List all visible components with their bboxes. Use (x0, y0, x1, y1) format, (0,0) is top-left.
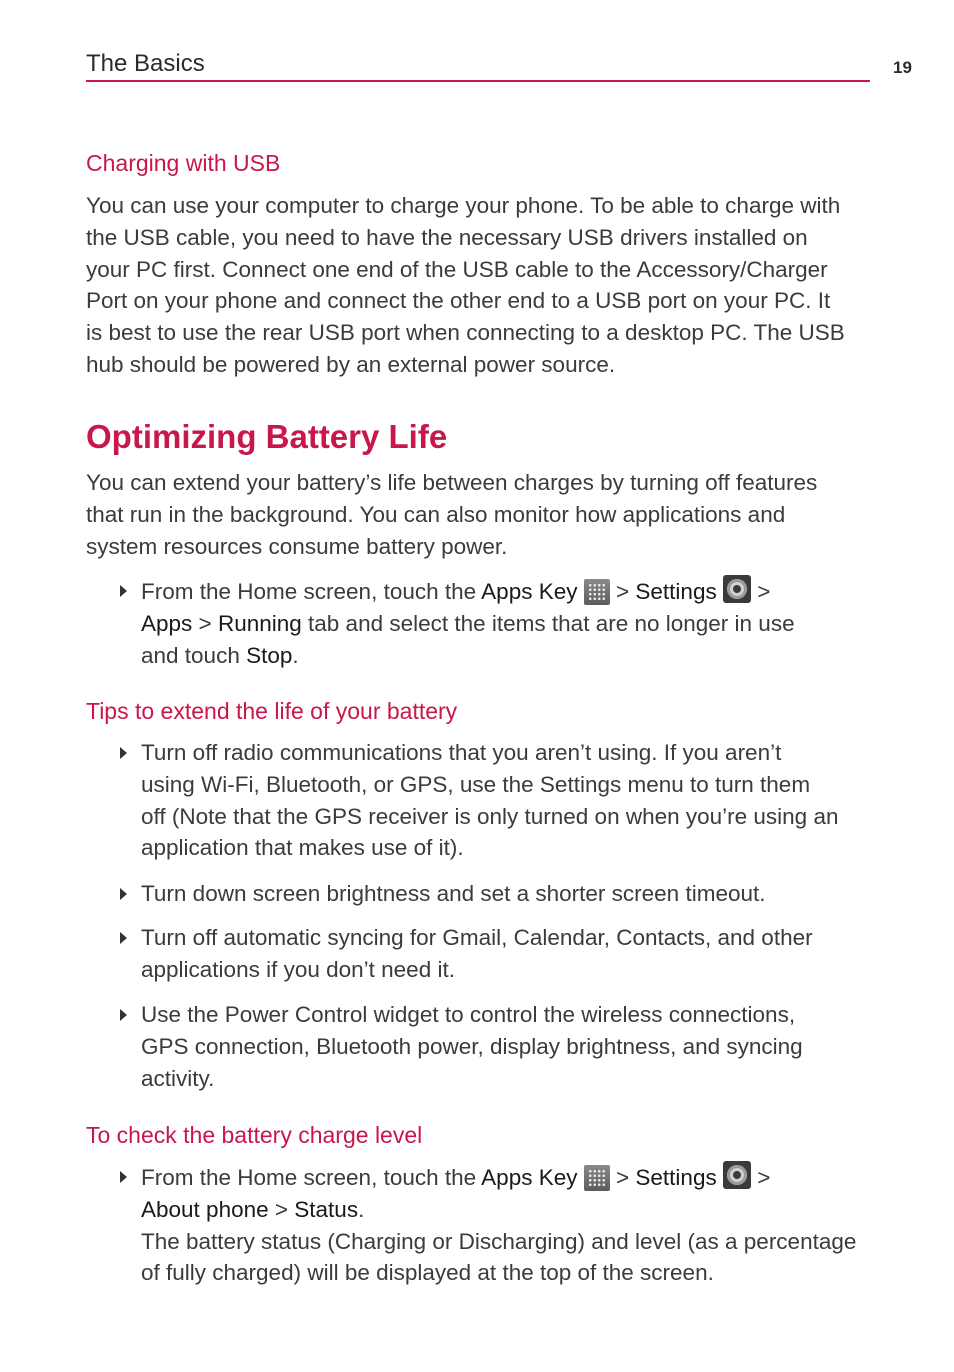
text-line: activity. (141, 1065, 215, 1091)
apps-key-label: Apps Key (481, 1165, 578, 1190)
bullet-arrow-icon (120, 888, 127, 900)
check-level-heading: To check the battery charge level (86, 1122, 423, 1148)
text-line: Port on your phone and connect the other end to a USB port on your PC. It (86, 288, 831, 314)
tips-heading: Tips to extend the life of your battery (86, 698, 458, 724)
separator: > (609, 1165, 636, 1190)
bullet-arrow-icon (120, 585, 127, 597)
text-line: of fully charged) will be displayed at the top of the screen. (141, 1260, 714, 1286)
text-line: using Wi-Fi, Bluetooth, or GPS, use the Settings menu to turn them (141, 771, 811, 797)
header-divider (86, 80, 870, 82)
settings-label: Settings (635, 1165, 717, 1190)
text-line: application that makes use of it). (141, 835, 464, 861)
text-line: Turn off automatic syncing for Gmail, Calendar, Contacts, and other (141, 925, 813, 950)
charging-usb-heading: Charging with USB (86, 150, 281, 176)
about-phone-label: About phone (141, 1196, 269, 1222)
text-line: You can extend your battery’s life between charges by turning off features (86, 470, 818, 495)
text-line: Use the Power Control widget to control the wireless connections, (141, 1002, 796, 1027)
text-line: is best to use the rear USB port when connecting to a desktop PC. The USB (86, 320, 845, 346)
settings-label: Settings (635, 579, 717, 604)
step-text: From the Home screen, touch the (141, 1165, 482, 1190)
bullet-arrow-icon (120, 1009, 127, 1021)
bullet-arrow-icon (120, 1171, 127, 1183)
text-line: GPS connection, Bluetooth power, display brightness, and syncing (141, 1033, 803, 1059)
separator: > (750, 1165, 771, 1190)
apps-key-label: Apps Key (481, 579, 578, 604)
header-section-title: The Basics (86, 50, 205, 77)
step-text: tab and select the items that are no longer in use (301, 610, 795, 636)
step-text: . (292, 642, 299, 668)
separator: > (609, 579, 636, 604)
settings-gear-icon (723, 1161, 751, 1189)
charging-usb-paragraph (86, 190, 876, 381)
bullet-arrow-icon (120, 747, 127, 759)
text-line: that run in the background. You can also monitor how applications and (86, 501, 786, 527)
text-line: off (Note that the GPS receiver is only turned on when you’re using an (141, 803, 839, 829)
step-text: . (358, 1196, 365, 1222)
separator: > (750, 579, 771, 604)
text-line: Turn off radio communications that you aren’t using. If you aren’t (141, 740, 782, 765)
separator: > (268, 1196, 295, 1222)
stop-label: Stop (246, 642, 293, 668)
text-line: hub should be powered by an external power source. (86, 351, 616, 377)
bullet-arrow-icon (120, 932, 127, 944)
text-line: The battery status (Charging or Discharging) and level (as a percentage (141, 1228, 857, 1254)
text-line: Turn down screen brightness and set a shorter screen timeout. (141, 881, 766, 906)
text-line: system resources consume battery power. (86, 533, 508, 559)
separator: > (192, 610, 218, 636)
apps-grid-icon (584, 579, 610, 605)
apps-grid-icon (584, 1165, 610, 1191)
step-text: and touch (141, 642, 247, 668)
step-text: From the Home screen, touch the (141, 579, 482, 604)
text-line: You can use your computer to charge your phone. To be able to charge with (86, 193, 841, 218)
optimizing-intro-paragraph (86, 467, 876, 562)
page-number: 19 (893, 58, 912, 77)
running-label: Running (217, 610, 302, 636)
text-line: the USB cable, you need to have the necessary USB drivers installed on (86, 224, 808, 250)
settings-gear-icon (723, 575, 751, 603)
apps-label: Apps (141, 610, 193, 636)
optimizing-battery-title: Optimizing Battery Life (86, 418, 448, 455)
text-line: your PC first. Connect one end of the USB cable to the Accessory/Charger (86, 256, 828, 282)
text-line: applications if you don’t need it. (141, 956, 455, 982)
status-label: Status (294, 1196, 359, 1222)
